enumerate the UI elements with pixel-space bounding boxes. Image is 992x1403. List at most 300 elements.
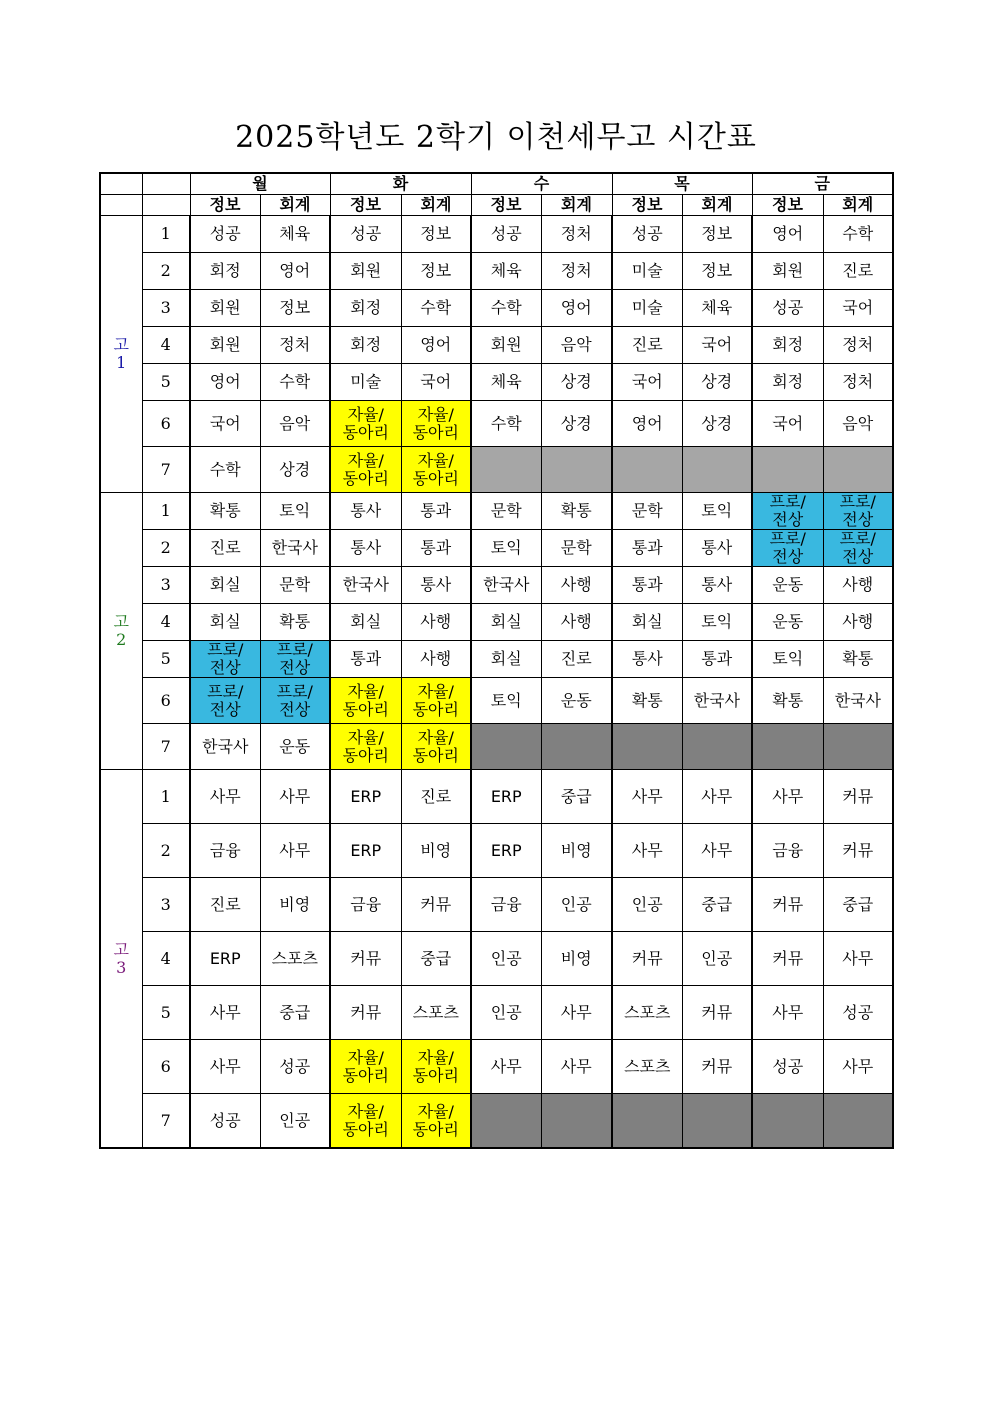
corner-cell [142, 195, 190, 216]
timetable-cell: 영어 [612, 401, 682, 447]
cell-text-line: 자율/ [347, 450, 384, 470]
timetable-cell: 운동 [752, 604, 823, 641]
timetable-cell: 진로 [190, 530, 260, 567]
grade-label [100, 770, 142, 1149]
period-number: 5 [142, 986, 190, 1040]
timetable-cell: 통사 [682, 530, 752, 567]
timetable-cell: 비영 [541, 932, 612, 986]
timetable-cell: 중급 [541, 770, 612, 824]
class-header: 회계 [682, 195, 752, 216]
timetable-cell-empty [682, 724, 752, 770]
timetable-cell: 영어 [401, 327, 471, 364]
timetable-cell: 한국사 [330, 567, 401, 604]
corner-cell [100, 173, 142, 195]
timetable-cell-club [330, 401, 401, 447]
timetable-cell: 정처 [260, 327, 330, 364]
timetable-cell-empty [612, 724, 682, 770]
period-number: 2 [142, 253, 190, 290]
timetable-cell: 미술 [612, 290, 682, 327]
timetable-cell: 진로 [612, 327, 682, 364]
timetable-cell-empty [823, 447, 893, 493]
timetable-cell: 음악 [260, 401, 330, 447]
timetable-cell: 미술 [612, 253, 682, 290]
period-row [100, 932, 893, 986]
timetable-cell: 사무 [541, 986, 612, 1040]
period-number: 7 [142, 724, 190, 770]
timetable-cell: 인공 [612, 878, 682, 932]
timetable-cell: 한국사 [682, 678, 752, 724]
timetable-cell: 사무 [541, 1040, 612, 1094]
timetable-cell: 토익 [682, 604, 752, 641]
timetable-cell: 수학 [823, 216, 893, 253]
timetable-cell: 진로 [541, 641, 612, 678]
timetable-cell-empty [471, 447, 541, 493]
timetable-cell: 진로 [190, 878, 260, 932]
timetable-cell-empty [823, 724, 893, 770]
timetable-cell-empty [471, 724, 541, 770]
class-header: 회계 [823, 195, 893, 216]
timetable-cell: 사행 [401, 604, 471, 641]
grade-label [100, 216, 142, 493]
timetable-cell: 통사 [682, 567, 752, 604]
timetable-cell: 정보 [682, 216, 752, 253]
period-row [100, 493, 893, 530]
timetable-cell-project [260, 641, 330, 678]
cell-text-line: 프로/ [839, 492, 876, 512]
timetable-cell: 수학 [471, 401, 541, 447]
grade-label-number: 3 [116, 957, 127, 977]
timetable-cell: 인공 [260, 1094, 330, 1149]
timetable-cell: 체육 [260, 216, 330, 253]
day-header: 수 [471, 173, 612, 195]
timetable-cell: 비영 [541, 824, 612, 878]
timetable-cell: 인공 [471, 932, 541, 986]
timetable-cell-project [752, 530, 823, 567]
timetable-cell-empty [612, 1094, 682, 1149]
timetable-cell-club [330, 447, 401, 493]
timetable-cell-empty [471, 1094, 541, 1149]
timetable-cell: 금융 [752, 824, 823, 878]
timetable-cell: 운동 [752, 567, 823, 604]
timetable-cell: 회원 [471, 327, 541, 364]
cell-text-line: 동아리 [342, 745, 389, 765]
timetable-cell: 성공 [752, 1040, 823, 1094]
period-number: 1 [142, 770, 190, 824]
timetable-cell: 문학 [260, 567, 330, 604]
cell-text-line: 자율/ [347, 404, 384, 424]
cell-text-line: 자율/ [417, 681, 454, 701]
timetable-cell: 인공 [541, 878, 612, 932]
cell-text-line: 프로/ [839, 529, 876, 549]
timetable-cell: 커뮤 [682, 1040, 752, 1094]
period-row [100, 327, 893, 364]
timetable-cell-club [401, 678, 471, 724]
timetable-cell-club [330, 678, 401, 724]
timetable-cell: 국어 [612, 364, 682, 401]
class-header: 회계 [401, 195, 471, 216]
timetable-cell: 회실 [471, 641, 541, 678]
timetable-cell: 수학 [401, 290, 471, 327]
timetable-cell: 성공 [190, 216, 260, 253]
cell-text-line: 자율/ [347, 681, 384, 701]
timetable-cell: 회실 [190, 604, 260, 641]
timetable-cell: 영어 [190, 364, 260, 401]
timetable-cell: 토익 [471, 530, 541, 567]
cell-text-line: 동아리 [342, 468, 389, 488]
timetable-cell: 정보 [401, 253, 471, 290]
cell-text-line: 전상 [209, 658, 241, 677]
cell-text-line: 자율/ [417, 727, 454, 747]
timetable-cell: 확통 [752, 678, 823, 724]
class-header: 정보 [330, 195, 401, 216]
timetable-cell: 중급 [823, 878, 893, 932]
timetable-cell: 상경 [682, 364, 752, 401]
timetable-cell-empty [752, 1094, 823, 1149]
timetable-cell: 정처 [823, 327, 893, 364]
grade-label-number: 1 [116, 353, 127, 372]
timetable-cell: 확통 [541, 493, 612, 530]
timetable-cell-club [401, 447, 471, 493]
period-number: 7 [142, 1094, 190, 1149]
period-row [100, 770, 893, 824]
period-row [100, 290, 893, 327]
timetable-cell: 금융 [471, 878, 541, 932]
timetable-cell: 상경 [541, 364, 612, 401]
timetable-cell: 커뮤 [330, 932, 401, 986]
timetable-cell: 사행 [823, 567, 893, 604]
timetable-cell: 국어 [682, 327, 752, 364]
timetable-cell: 정처 [823, 364, 893, 401]
period-row [100, 604, 893, 641]
timetable-cell: 회정 [752, 327, 823, 364]
timetable-cell: 진로 [823, 253, 893, 290]
timetable-cell-empty [541, 724, 612, 770]
timetable-cell: 커뮤 [401, 878, 471, 932]
timetable-cell: 성공 [612, 216, 682, 253]
period-number: 2 [142, 824, 190, 878]
cell-text-line: 전상 [772, 510, 804, 529]
class-header: 정보 [190, 195, 260, 216]
cell-text-line: 프로/ [769, 492, 806, 512]
timetable-cell-project [823, 493, 893, 530]
period-row [100, 447, 893, 493]
corner-cell [100, 195, 142, 216]
cell-text-line: 동아리 [412, 1119, 459, 1139]
timetable-cell: 중급 [260, 986, 330, 1040]
cell-text-line: 자율/ [417, 450, 454, 470]
timetable-cell-empty [541, 1094, 612, 1149]
timetable-cell: 한국사 [471, 567, 541, 604]
period-row [100, 986, 893, 1040]
cell-text-line: 프로/ [769, 529, 806, 549]
timetable-cell: 한국사 [260, 530, 330, 567]
timetable-cell-empty [752, 724, 823, 770]
timetable-cell-club [330, 1094, 401, 1149]
timetable-cell: 상경 [682, 401, 752, 447]
timetable-cell: 커뮤 [330, 986, 401, 1040]
period-row [100, 216, 893, 253]
timetable-cell: 성공 [330, 216, 401, 253]
cell-text-line: 자율/ [347, 1101, 384, 1121]
cell-text-line: 전상 [842, 510, 874, 529]
timetable-cell: 수학 [471, 290, 541, 327]
timetable-cell: 금융 [190, 824, 260, 878]
timetable-cell: 회정 [752, 364, 823, 401]
timetable-cell: 스포츠 [260, 932, 330, 986]
timetable-cell: 성공 [471, 216, 541, 253]
timetable-cell: 성공 [823, 986, 893, 1040]
timetable-cell: 사행 [541, 567, 612, 604]
timetable-cell: 사무 [612, 770, 682, 824]
day-header: 목 [612, 173, 752, 195]
period-number: 6 [142, 1040, 190, 1094]
timetable-cell: 정보 [401, 216, 471, 253]
period-number: 5 [142, 641, 190, 678]
timetable-cell: 영어 [260, 253, 330, 290]
timetable-cell: 통사 [401, 567, 471, 604]
cell-text-line: 동아리 [412, 1065, 459, 1085]
timetable-cell: 국어 [823, 290, 893, 327]
timetable [99, 172, 894, 1149]
timetable-cell: 한국사 [823, 678, 893, 724]
timetable-cell-empty [541, 447, 612, 493]
period-number: 1 [142, 493, 190, 530]
timetable-cell: 정처 [541, 253, 612, 290]
timetable-cell: 사무 [260, 824, 330, 878]
timetable-cell-project [823, 530, 893, 567]
class-header: 회계 [260, 195, 330, 216]
timetable-cell: 음악 [541, 327, 612, 364]
period-number: 6 [142, 401, 190, 447]
timetable-cell: 사행 [401, 641, 471, 678]
timetable-cell: 국어 [401, 364, 471, 401]
cell-text-line: 프로/ [276, 640, 313, 660]
period-number: 3 [142, 290, 190, 327]
timetable-cell: 스포츠 [612, 1040, 682, 1094]
day-header: 금 [752, 173, 893, 195]
period-row [100, 641, 893, 678]
timetable-cell: 회원 [190, 327, 260, 364]
timetable-cell: 통과 [612, 567, 682, 604]
period-row [100, 530, 893, 567]
cell-text-line: 동아리 [412, 699, 459, 719]
period-number: 3 [142, 878, 190, 932]
timetable-cell-empty [682, 1094, 752, 1149]
timetable-cell: 성공 [190, 1094, 260, 1149]
class-header: 정보 [752, 195, 823, 216]
timetable-cell: 회정 [330, 327, 401, 364]
period-row [100, 824, 893, 878]
period-number: 5 [142, 364, 190, 401]
period-number: 2 [142, 530, 190, 567]
day-header: 월 [190, 173, 330, 195]
period-number: 4 [142, 327, 190, 364]
timetable-cell: 확통 [260, 604, 330, 641]
period-number: 7 [142, 447, 190, 493]
class-header: 정보 [471, 195, 541, 216]
timetable-cell: 사행 [823, 604, 893, 641]
grade-label [100, 493, 142, 770]
timetable-cell-empty [612, 447, 682, 493]
period-row [100, 253, 893, 290]
period-row [100, 567, 893, 604]
period-row [100, 364, 893, 401]
period-number: 1 [142, 216, 190, 253]
timetable-cell: 회원 [330, 253, 401, 290]
timetable-cell-project [752, 493, 823, 530]
timetable-cell: 수학 [260, 364, 330, 401]
timetable-cell: 체육 [471, 253, 541, 290]
timetable-cell: ERP [330, 824, 401, 878]
cell-text-line: 동아리 [342, 422, 389, 442]
day-header: 화 [330, 173, 471, 195]
timetable-cell: 금융 [330, 878, 401, 932]
timetable-cell: 국어 [752, 401, 823, 447]
cell-text-line: 전상 [772, 547, 804, 566]
timetable-cell: 사행 [541, 604, 612, 641]
timetable-cell: 사무 [471, 1040, 541, 1094]
cell-text-line: 전상 [279, 699, 311, 719]
timetable-cell: 확통 [612, 678, 682, 724]
cell-text-line: 프로/ [276, 681, 313, 701]
timetable-cell: 비영 [401, 824, 471, 878]
cell-text-line: 자율/ [417, 404, 454, 424]
cell-text-line: 프로/ [207, 681, 244, 701]
cell-text-line: 동아리 [342, 1065, 389, 1085]
timetable-cell: 통사 [612, 641, 682, 678]
grade-label-prefix: 고 [113, 335, 129, 355]
timetable-cell: 사무 [612, 824, 682, 878]
timetable-cell: ERP [330, 770, 401, 824]
timetable-cell: 사무 [260, 770, 330, 824]
timetable-cell: 통사 [330, 530, 401, 567]
timetable-cell: 체육 [682, 290, 752, 327]
class-header: 회계 [541, 195, 612, 216]
grade-label-prefix: 고 [113, 939, 129, 959]
timetable-cell: 정보 [260, 290, 330, 327]
timetable-cell: 통과 [401, 530, 471, 567]
grade-label-prefix: 고 [113, 612, 129, 632]
timetable-cell: 영어 [752, 216, 823, 253]
header-row-days [100, 173, 893, 195]
timetable-cell: 통과 [330, 641, 401, 678]
timetable-cell-club [330, 1040, 401, 1094]
timetable-cell: ERP [190, 932, 260, 986]
timetable-cell: 회실 [612, 604, 682, 641]
timetable-cell: 커뮤 [612, 932, 682, 986]
timetable-cell: 비영 [260, 878, 330, 932]
timetable-cell: 토익 [471, 678, 541, 724]
cell-text-line: 동아리 [342, 1119, 389, 1139]
timetable-cell: 회원 [190, 290, 260, 327]
header-row-subjects [100, 195, 893, 216]
timetable-cell: 토익 [260, 493, 330, 530]
timetable-cell: 음악 [823, 401, 893, 447]
timetable-cell: 회정 [330, 290, 401, 327]
timetable-cell: 회실 [471, 604, 541, 641]
timetable-cell: 확통 [190, 493, 260, 530]
cell-text-line: 자율/ [347, 1047, 384, 1067]
cell-text-line: 동아리 [412, 422, 459, 442]
timetable-cell: 토익 [752, 641, 823, 678]
cell-text-line: 자율/ [417, 1047, 454, 1067]
timetable-cell: 사무 [752, 770, 823, 824]
timetable-cell: 커뮤 [682, 986, 752, 1040]
timetable-cell: 사무 [682, 770, 752, 824]
period-row [100, 878, 893, 932]
period-number: 6 [142, 678, 190, 724]
timetable-cell: 통과 [401, 493, 471, 530]
timetable-cell: 중급 [682, 878, 752, 932]
cell-text-line: 동아리 [412, 468, 459, 488]
timetable-cell: 사무 [190, 986, 260, 1040]
timetable-cell: 정처 [541, 216, 612, 253]
timetable-cell-club [401, 1094, 471, 1149]
timetable-cell: 중급 [401, 932, 471, 986]
timetable-cell: 미술 [330, 364, 401, 401]
timetable-cell: 문학 [471, 493, 541, 530]
timetable-cell: 상경 [541, 401, 612, 447]
timetable-cell: 통과 [682, 641, 752, 678]
period-number: 4 [142, 604, 190, 641]
timetable-cell: 사무 [823, 1040, 893, 1094]
cell-text-line: 동아리 [412, 745, 459, 765]
timetable-cell: 상경 [260, 447, 330, 493]
timetable-cell-project [260, 678, 330, 724]
timetable-cell: ERP [471, 824, 541, 878]
page-title: 2025학년도 2학기 이천세무고 시간표 [235, 120, 757, 155]
cell-text-line: 프로/ [207, 640, 244, 660]
timetable-cell: ERP [471, 770, 541, 824]
timetable-cell: 통과 [612, 530, 682, 567]
cell-text-line: 전상 [279, 658, 311, 677]
timetable-cell: 회실 [190, 567, 260, 604]
cell-text-line: 자율/ [347, 727, 384, 747]
timetable-cell: 인공 [471, 986, 541, 1040]
period-row [100, 1094, 893, 1149]
timetable-cell: 사무 [190, 1040, 260, 1094]
timetable-cell: 운동 [260, 724, 330, 770]
timetable-cell-project [190, 641, 260, 678]
timetable-cell: 사무 [682, 824, 752, 878]
timetable-cell: 회정 [190, 253, 260, 290]
period-number: 4 [142, 932, 190, 986]
timetable-cell: 성공 [260, 1040, 330, 1094]
timetable-cell: 회실 [330, 604, 401, 641]
timetable-cell: 성공 [752, 290, 823, 327]
timetable-cell: 회원 [752, 253, 823, 290]
cell-text-line: 자율/ [417, 1101, 454, 1121]
period-number: 3 [142, 567, 190, 604]
timetable-cell-club [401, 724, 471, 770]
timetable-cell: 수학 [190, 447, 260, 493]
timetable-cell: 문학 [612, 493, 682, 530]
timetable-cell: 사무 [190, 770, 260, 824]
timetable-cell: 사무 [823, 932, 893, 986]
timetable-cell: 커뮤 [752, 878, 823, 932]
timetable-cell: 커뮤 [823, 770, 893, 824]
cell-text-line: 전상 [209, 699, 241, 719]
timetable-cell-club [401, 1040, 471, 1094]
timetable-cell-club [401, 401, 471, 447]
timetable-cell: 인공 [682, 932, 752, 986]
cell-text-line: 동아리 [342, 699, 389, 719]
timetable-cell-club [330, 724, 401, 770]
timetable-cell: 스포츠 [612, 986, 682, 1040]
grade-label-number: 2 [116, 630, 127, 649]
timetable-cell: 통사 [330, 493, 401, 530]
timetable-cell-empty [823, 1094, 893, 1149]
